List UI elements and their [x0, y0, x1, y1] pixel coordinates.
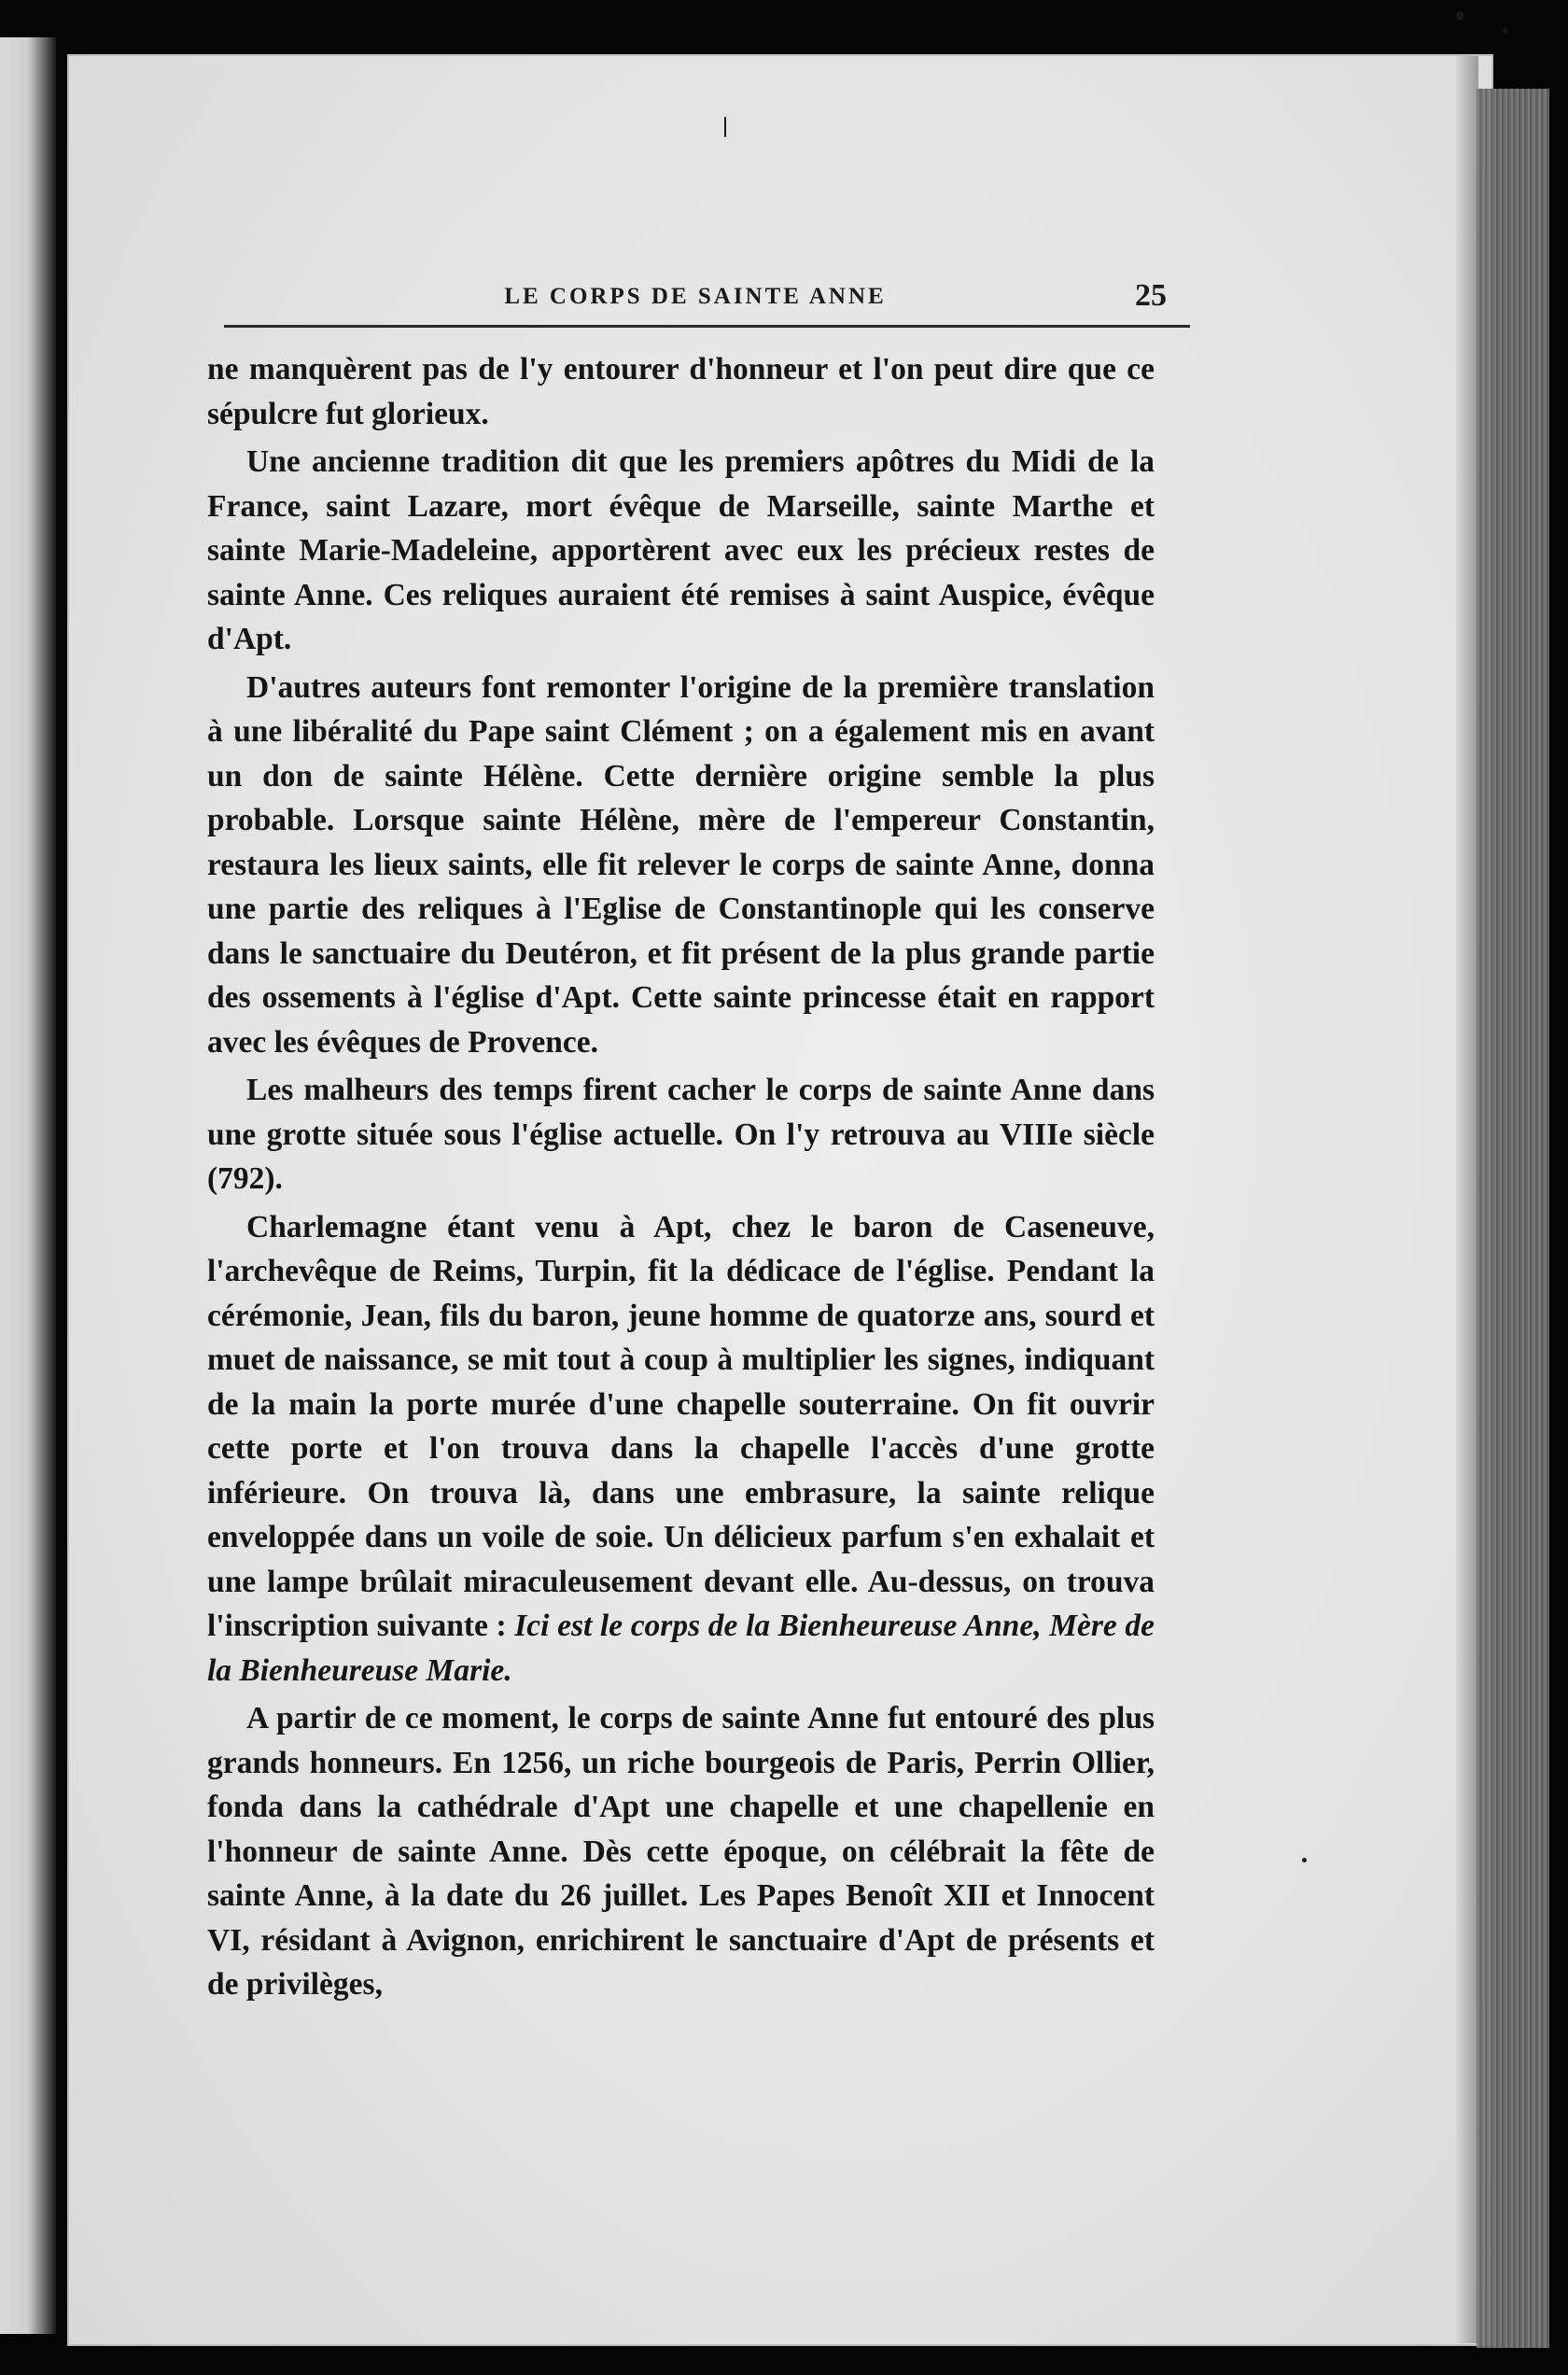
book-fore-edge — [1477, 89, 1549, 2348]
header-rule — [224, 325, 1190, 328]
facing-page-edge — [0, 37, 56, 2334]
page-edge-shadow — [1456, 56, 1478, 2343]
paragraph-2: Une ancienne tradition dit que les premiers apôtres du Midi de la France, saint Lazare, mort évêque de Marseille, sainte Marthe et sainte Marie-Madeleine, apportèrent avec eux les précieux restes de sainte Anne. Ces reliques auraient été remises à saint Auspice, évêque d'Apt. — [207, 444, 1155, 656]
inscription-italic: Ici est le corps de la Bienheureuse Anne, Mère de la Bienheureuse Marie. — [207, 1609, 1155, 1688]
dust-speck — [1503, 28, 1507, 34]
paragraph-5 — [207, 1205, 1155, 1693]
running-head — [224, 278, 1167, 325]
paragraph-5-text: Charlemagne étant venu à Apt, chez le baron de Caseneuve, l'archevêque de Reims, Turpin, fit la dédicace de l'église. Pendant la cérémonie, Jean, fils du baron, jeune homme de quatorze ans, sourd et muet de naissance, se mit tout à coup à multiplier les signes, indiquant de la main la porte murée d'une chapelle souterraine. On fit ouvrir cette porte et l'on trouva dans la chapelle l'accès d'une grotte inférieure. On trouva là, dans une embrasure, la sainte relique enveloppée dans un voile de soie. Un délicieux parfum s'en exhalait et une lampe brûlait miraculeusement devant elle. Au-dessus, on trouva l'inscription suivante : — [207, 1209, 1155, 1643]
paragraph-4: Les malheurs des temps firent cacher le corps de sainte Anne dans une grotte située sous l'église actuelle. On l'y retrouva au VIIIe siècle (792). — [207, 1073, 1155, 1196]
page-number: 25 — [1135, 278, 1167, 313]
running-title: LE CORPS DE SAINTE ANNE — [504, 284, 887, 309]
dust-speck — [1302, 1858, 1307, 1862]
body-text — [207, 347, 1155, 2011]
dust-speck — [1456, 11, 1463, 21]
dust-speck — [724, 117, 726, 137]
paragraph-6: A partir de ce moment, le corps de sainte Anne fut entouré des plus grands honneurs. En 1256, un riche bourgeois de Paris, Perrin Ollier, fonda dans la cathédrale d'Apt une chapelle et une chapellenie en l'honneur de sainte Anne. Dès cette époque, on célébrait la fête de sainte Anne, à la date du 26 juillet. Les Papes Benoît XII et Innocent VI, résidant à Avignon, enrichirent le sanctuaire d'Apt de présents et de privilèges, — [207, 1701, 1155, 2002]
paragraph-1: ne manquèrent pas de l'y entourer d'honneur et l'on peut dire que ce sépulcre fut glorieux. — [207, 352, 1155, 431]
paragraph-3: D'autres auteurs font remonter l'origine de la première translation à une libéralité du Pape saint Clément ; on a également mis en avant un don de sainte Hélène. Cette dernière origine semble la plus probable. Lorsque sainte Hélène, mère de l'empereur Constantin, restaura les lieux saints, elle fit relever le corps de sainte Anne, donna une partie des reliques à l'Eglise de Constantinople qui les conserve dans le sanctuaire du Deutéron, et fit présent de la plus grande partie des ossements à l'église d'Apt. Cette sainte princesse était en rapport avec les évêques de Provence. — [207, 669, 1155, 1060]
